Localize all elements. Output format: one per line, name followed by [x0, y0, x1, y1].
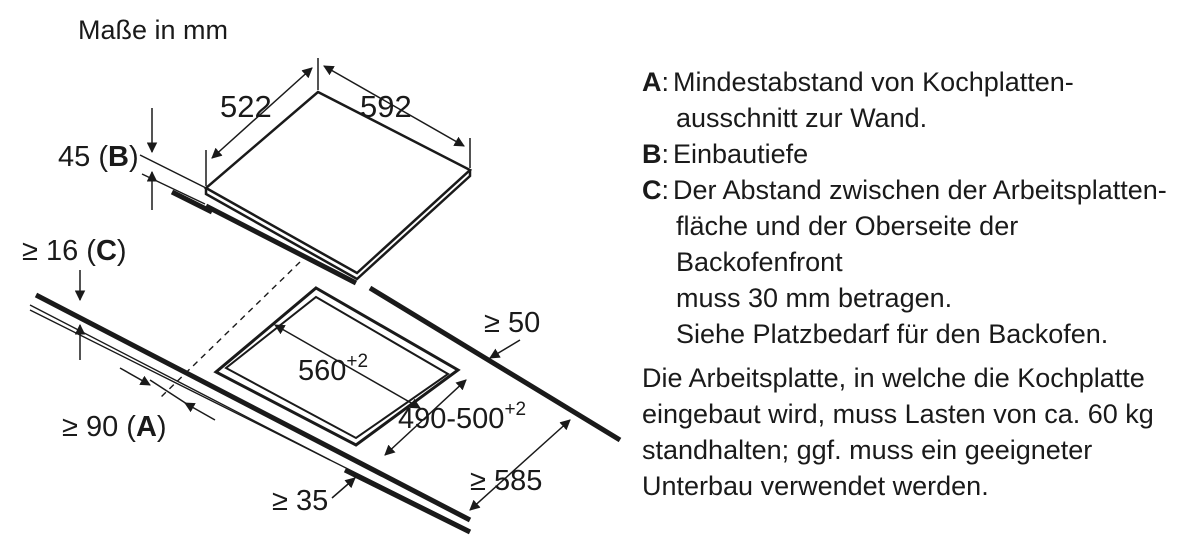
- legend-text-cont: ausschnitt zur Wand.: [676, 103, 928, 133]
- hob-width-label: 592: [360, 89, 412, 124]
- load-note: [642, 360, 1192, 504]
- note-line: standhalten; ggf. muss ein geeigneter: [642, 435, 1093, 465]
- legend: [642, 64, 1192, 352]
- legend-text-cont: muss 30 mm betragen.: [676, 283, 953, 313]
- front-edge-label: ≥ 35: [272, 485, 329, 517]
- legend-item-a: A : Mindestabstand von Kochplatten-: [642, 64, 1192, 100]
- legend-key: A: [642, 67, 662, 97]
- legend-text: Der Abstand zwischen der Arbeitsplatten-: [673, 175, 1167, 205]
- side-clearance-label: ≥ 50: [484, 307, 541, 339]
- install-depth-label: 45 (B): [58, 141, 139, 173]
- note-line: Die Arbeitsplatte, in welche die Kochplatte: [642, 363, 1145, 393]
- cutout-width-label: $560^{+2}$: [298, 351, 369, 387]
- note-line: eingebaut wird, muss Lasten von ca. 60 kg: [642, 399, 1154, 429]
- projection-dashed-line: [160, 262, 300, 398]
- legend-text-cont: Siehe Platzbedarf für den Backofen.: [676, 319, 1109, 349]
- legend-item-b: B : Einbautiefe: [642, 136, 1192, 172]
- legend-item-c: C : Der Abstand zwischen der Arbeitsplatten-: [642, 172, 1192, 208]
- note-line: Unterbau verwendet werden.: [642, 471, 989, 501]
- legend-text: Einbautiefe: [673, 139, 809, 169]
- units-title: Maße in mm: [78, 15, 229, 45]
- legend-text-cont: fläche und der Oberseite der Backofenfront: [676, 211, 1019, 277]
- legend-key: B: [642, 139, 662, 169]
- hob-depth-label: 522: [220, 89, 272, 124]
- cutout-depth-label: $490-500^{+2}$: [398, 399, 527, 435]
- legend-text: Mindestabstand von Kochplatten-: [673, 67, 1074, 97]
- front-clearance-label: ≥ 16 (C): [22, 235, 127, 267]
- legend-key: C: [642, 175, 662, 205]
- wall-clearance-label: ≥ 90 (A): [62, 411, 167, 443]
- worktop-depth-label: ≥ 585: [470, 465, 543, 497]
